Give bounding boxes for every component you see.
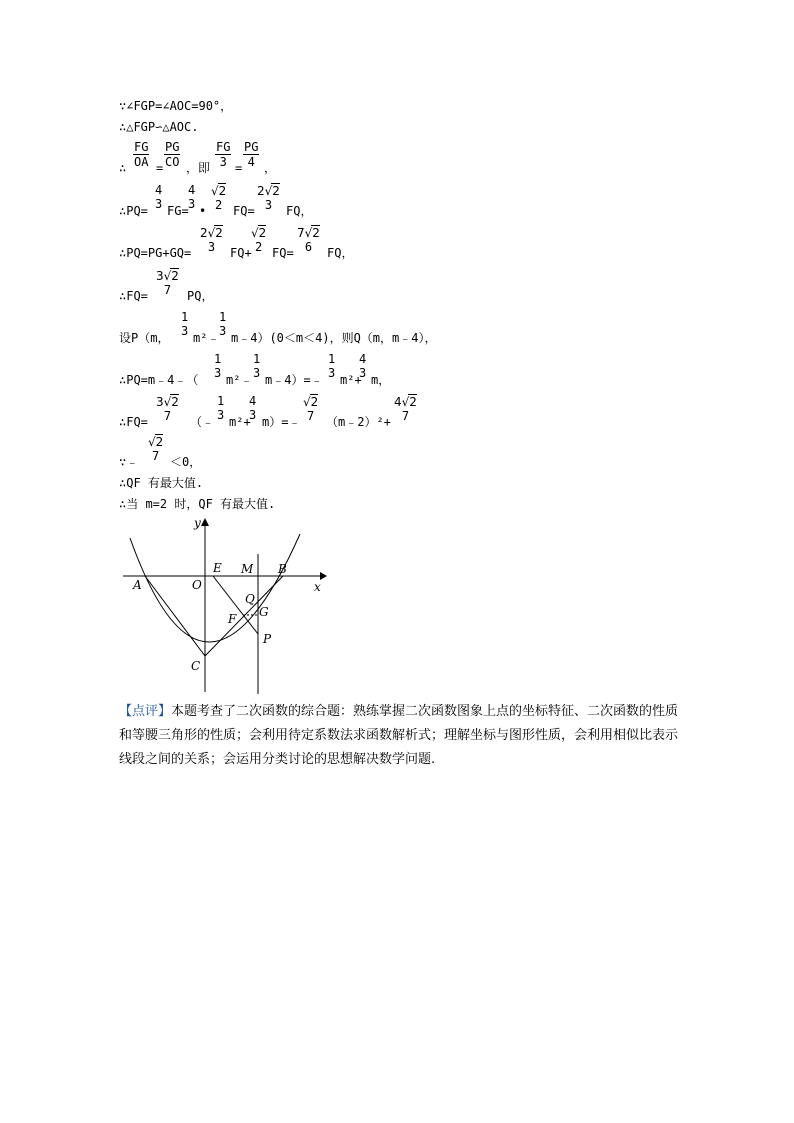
label-f: F xyxy=(228,612,237,626)
fraction-3sqrt2-7: 3√2 7 xyxy=(156,269,179,297)
comment-tag: 【点评】 xyxy=(119,704,172,719)
label-o: O xyxy=(192,578,202,592)
comment-paragraph xyxy=(119,700,679,772)
parabola-figure xyxy=(115,512,335,697)
label-y: y xyxy=(194,516,201,530)
fraction-sqrt2-7b: √2 7 xyxy=(148,435,164,463)
fraction-1-3d: 1 3 xyxy=(253,352,261,380)
fraction-fg-oa: FG OA xyxy=(134,140,149,169)
fraction-2sqrt2-3b: 2√2 3 xyxy=(200,226,223,254)
label-x: x xyxy=(314,580,321,594)
line-conclusion: ∴当 m=2 时，QF 有最大值. xyxy=(119,497,276,511)
fraction-sqrt2-2b: √2 2 xyxy=(251,226,267,254)
fraction-4-3b: 4 3 xyxy=(188,183,196,211)
label-b: B xyxy=(278,562,287,576)
label-c: C xyxy=(191,659,201,673)
fraction-4-3d: 4 3 xyxy=(249,394,257,422)
fraction-sqrt2-7: √2 7 xyxy=(303,395,319,423)
fraction-3sqrt2-7b: 3√2 7 xyxy=(156,395,179,423)
label-a: A xyxy=(133,578,142,592)
fraction-sqrt2-2: √2 2 xyxy=(211,184,227,212)
label-q: Q xyxy=(245,592,255,606)
fraction-7sqrt2-6: 7√2 6 xyxy=(297,226,320,254)
y-axis-arrow xyxy=(201,518,209,526)
parabola-curve xyxy=(130,534,300,642)
fraction-fg-3: FG 3 xyxy=(216,140,231,169)
line-angle-equal: ∵∠FGP=∠AOC=90°， xyxy=(119,99,233,113)
label-e: E xyxy=(213,561,222,575)
fraction-1-3b: 1 3 xyxy=(219,310,227,338)
fraction-1-3c: 1 3 xyxy=(214,352,222,380)
fraction-1-3f: 1 3 xyxy=(217,394,225,422)
fraction-1-3e: 1 3 xyxy=(328,352,336,380)
fraction-4-3c: 4 3 xyxy=(359,352,367,380)
fraction-1-3a: 1 3 xyxy=(181,310,189,338)
fraction-4-3: 4 3 xyxy=(155,183,163,211)
label-g: G xyxy=(259,605,269,619)
line-max-value: ∴QF 有最大值. xyxy=(119,476,204,490)
x-axis-arrow xyxy=(320,572,327,580)
fraction-pg-4: PG 4 xyxy=(244,140,259,169)
fraction-2sqrt2-3: 2√2 3 xyxy=(257,184,280,212)
fraction-4sqrt2-7: 4√2 7 xyxy=(394,395,417,423)
label-m: M xyxy=(241,562,254,576)
label-p: P xyxy=(263,632,272,646)
fraction-pg-co: PG CO xyxy=(165,140,180,169)
line-similar-triangles: ∴△FGP∽△AOC. xyxy=(119,120,199,134)
comment-text: 本题考查了二次函数的综合题：熟练掌握二次函数图象上点的坐标特征、二次函数的性质和等腰三角形的性质；会利用待定系数法求函数解析式；理解坐标与图形性质，会利用相似比表示线段之间的关系；会运用分类讨论的思想解决数学问题. xyxy=(119,704,679,767)
